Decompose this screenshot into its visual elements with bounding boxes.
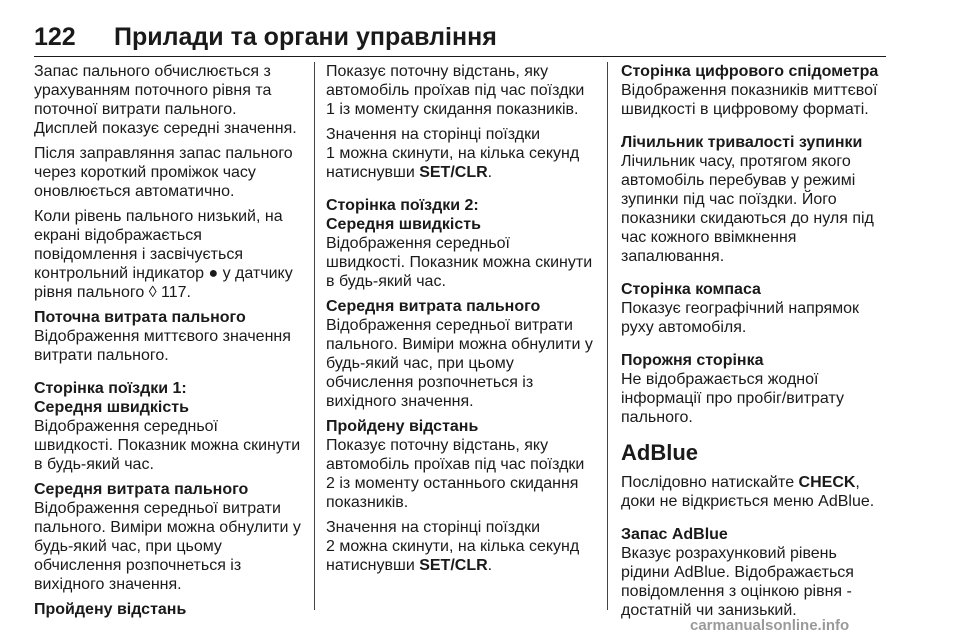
section-heading: Порожня сторінка: [621, 352, 764, 369]
section-heading: Середня витрата пального: [326, 298, 541, 315]
text: Послідовно натискайте: [621, 474, 799, 491]
section-heading: Пройдену відстань: [34, 601, 187, 618]
paragraph: Не відображається жодної інформації про пробіг/витрату пального.: [621, 371, 844, 426]
column-2: [326, 62, 594, 581]
paragraph: Показує поточну відстань, яку автомобіль проїхав під час поїздки 1 із моменту скидання показників.: [326, 63, 585, 118]
paragraph: Показує поточну відстань, яку автомобіль проїхав під час поїздки 2 із моменту останнього скидання показників.: [326, 437, 585, 511]
paragraph: [326, 518, 594, 575]
section-title: AdBlue: [621, 440, 698, 465]
paragraph: Лічильник часу, протягом якого автомобіль перебував у режимі зупинки під час поїздки. Його показники скидаються до нуля під час кожного ввімкнення запалювання.: [621, 153, 874, 265]
paragraph: Відображення середньої витрати пального. Виміри можна обнулити у будь-який час, при цьому обчислення розпочнеться із вихідного значення.: [326, 317, 593, 410]
paragraph: [326, 125, 594, 182]
section-heading: Поточна витрата пального: [34, 309, 246, 326]
column-divider: [314, 62, 315, 610]
section-heading: Запас AdBlue: [621, 526, 728, 543]
paragraph: Вказує розрахунковий рівень рідини AdBlue. Відображається повідомлення з оцінкою рівня - достатній чи занизький.: [621, 545, 854, 619]
key-label: SET/CLR: [419, 557, 488, 574]
text: , доки не відкриється меню AdBlue.: [621, 474, 875, 510]
section-heading: Сторінка поїздки 1: Середня швидкість: [34, 380, 189, 416]
paragraph: Відображення середньої швидкості. Показник можна скинути в будь-який час.: [326, 235, 593, 290]
paragraph: Показує географічний напрямок руху автомобіля.: [621, 300, 860, 336]
paragraph: Відображення середньої швидкості. Показник можна скинути в будь-який час.: [34, 418, 301, 473]
paragraph: [621, 473, 889, 511]
paragraph: Коли рівень пального низький, на екрані відображається повідомлення і засвічується контрольний індикатор ● у датчику рівня пального ◊ 117.: [34, 208, 293, 301]
column-3: [621, 62, 889, 626]
paragraph: Відображення миттєвого значення витрати пального.: [34, 328, 291, 364]
section-heading: Сторінка цифрового спідометра: [621, 63, 879, 80]
text: Значення на сторінці поїздки 1 можна скинути, на кілька секунд натиснувши: [326, 126, 580, 181]
paragraph: Запас пального обчислюється з урахуванням поточного рівня та поточної витрати пального. Дисплей показує середні значення.: [34, 63, 297, 137]
text: Значення на сторінці поїздки 2 можна скинути, на кілька секунд натиснувши: [326, 519, 580, 574]
text: .: [487, 164, 493, 181]
paragraph: Відображення середньої витрати пального. Виміри можна обнулити у будь-який час, при цьому обчислення розпочнеться із вихідного значення.: [34, 500, 301, 593]
key-label: CHECK: [798, 474, 856, 491]
page-header: [34, 22, 886, 57]
paragraph: Після заправляння запас пального через короткий проміжок часу оновлюється автоматично.: [34, 145, 293, 200]
section-heading: Пройдену відстань: [326, 418, 479, 435]
page-title: Прилади та органи управління: [114, 23, 497, 51]
key-label: SET/CLR: [419, 164, 488, 181]
section-heading: Сторінка компаса: [621, 281, 761, 298]
section-heading: Сторінка поїздки 2: Середня швидкість: [326, 197, 481, 233]
text: .: [487, 557, 493, 574]
watermark: carmanualsonline.info: [690, 617, 850, 634]
page-number: 122: [34, 23, 76, 51]
section-heading: Лічильник тривалості зупинки: [621, 134, 863, 151]
section-heading: Середня витрата пального: [34, 481, 249, 498]
column-divider: [607, 62, 608, 610]
paragraph: Відображення показників миттєвої швидкості в цифровому форматі.: [621, 82, 878, 118]
column-1: [34, 62, 302, 619]
